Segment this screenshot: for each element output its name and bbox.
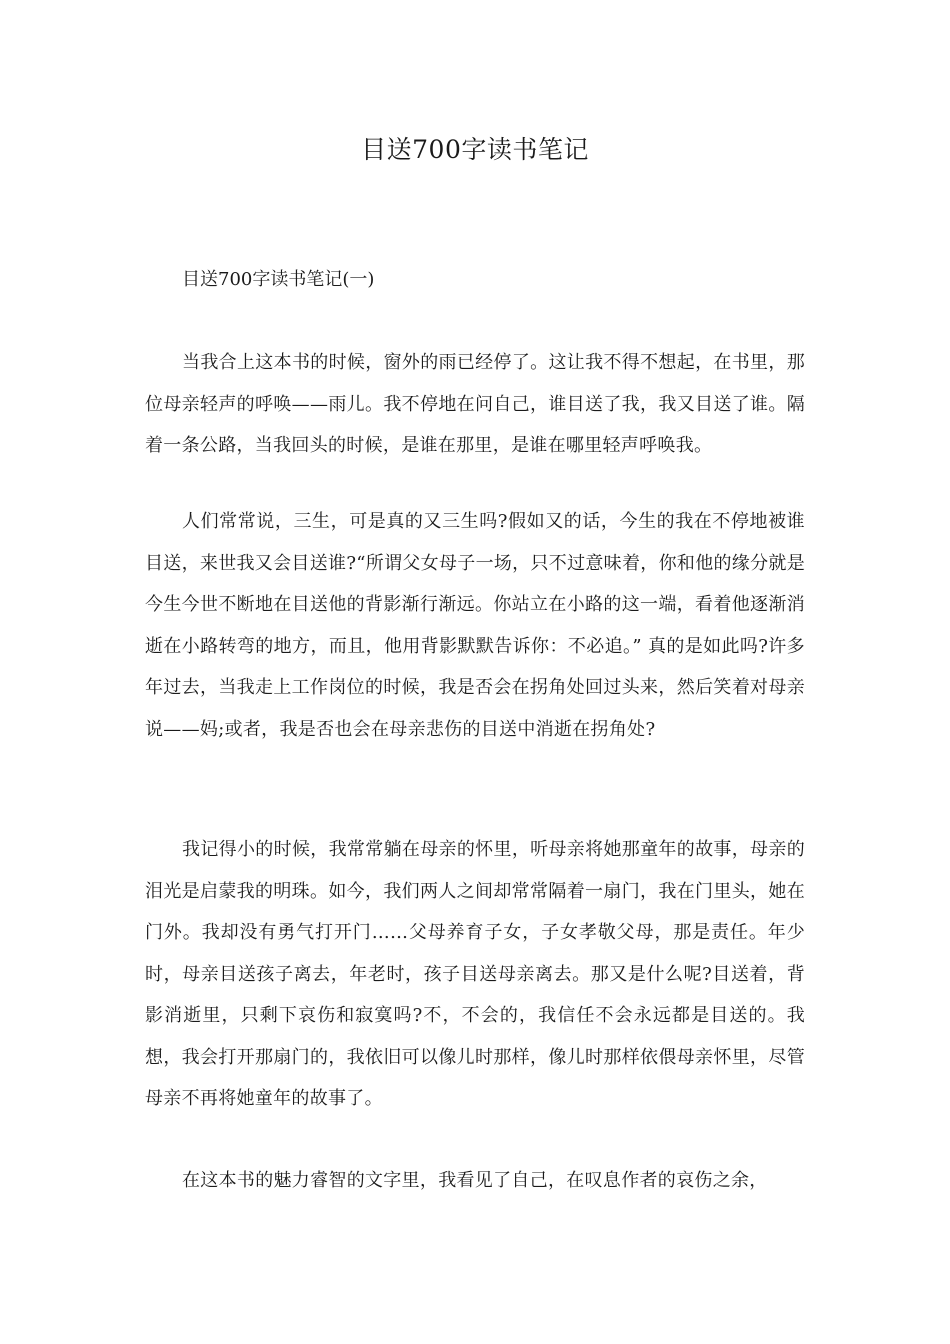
paragraph-4: 在这本书的魅力睿智的文字里，我看见了自己，在叹息作者的哀伤之余，	[182, 1170, 768, 1191]
section-heading: 目送700字读书笔记(一)	[182, 269, 375, 290]
paragraph-3: 我记得小的时候，我常常躺在母亲的怀里，听母亲将她那童年的故事，母亲的泪光是启蒙我的明珠。如今，我们两人之间却常常隔着一扇门，我在门里头，她在门外。我却没有勇气打开门……父母养育子女，子女孝敬父母，那是责任。年少时，母亲目送孩子离去，年老时，孩子目送母亲离去。那又是什么呢?目送着，背影消逝里，只剩下哀伤和寂寞吗?不，不会的，我信任不会永远都是目送的。我想，我会打开那扇门的，我依旧可以像儿时那样，像儿时那样依偎母亲怀里，尽管母亲不再将她童年的故事了。	[145, 839, 805, 1109]
document-title: 目送700字读书笔记	[361, 135, 589, 164]
paragraph-1: 当我合上这本书的时候，窗外的雨已经停了。这让我不得不想起，在书里，那位母亲轻声的呼唤——雨儿。我不停地在问自己，谁目送了我，我又目送了谁。隔着一条公路，当我回头的时候，是谁在那里，是谁在哪里轻声呼唤我。	[145, 352, 805, 456]
paragraph-2: 人们常常说，三生，可是真的又三生吗?假如又的话，今生的我在不停地被谁目送，来世我又会目送谁?“所谓父女母子一场，只不过意味着，你和他的缘分就是今生今世不断地在目送他的背影渐行渐远。你站立在小路的这一端，看着他逐渐消逝在小路转弯的地方，而且，他用背影默默告诉你：不必追。” 真的是如此吗?许多年过去，当我走上工作岗位的时候，我是否会在拐角处回过头来，然后笑着对母亲说——妈;或者，我是否也会在母亲悲伤的目送中消逝在拐角处?	[145, 511, 805, 740]
